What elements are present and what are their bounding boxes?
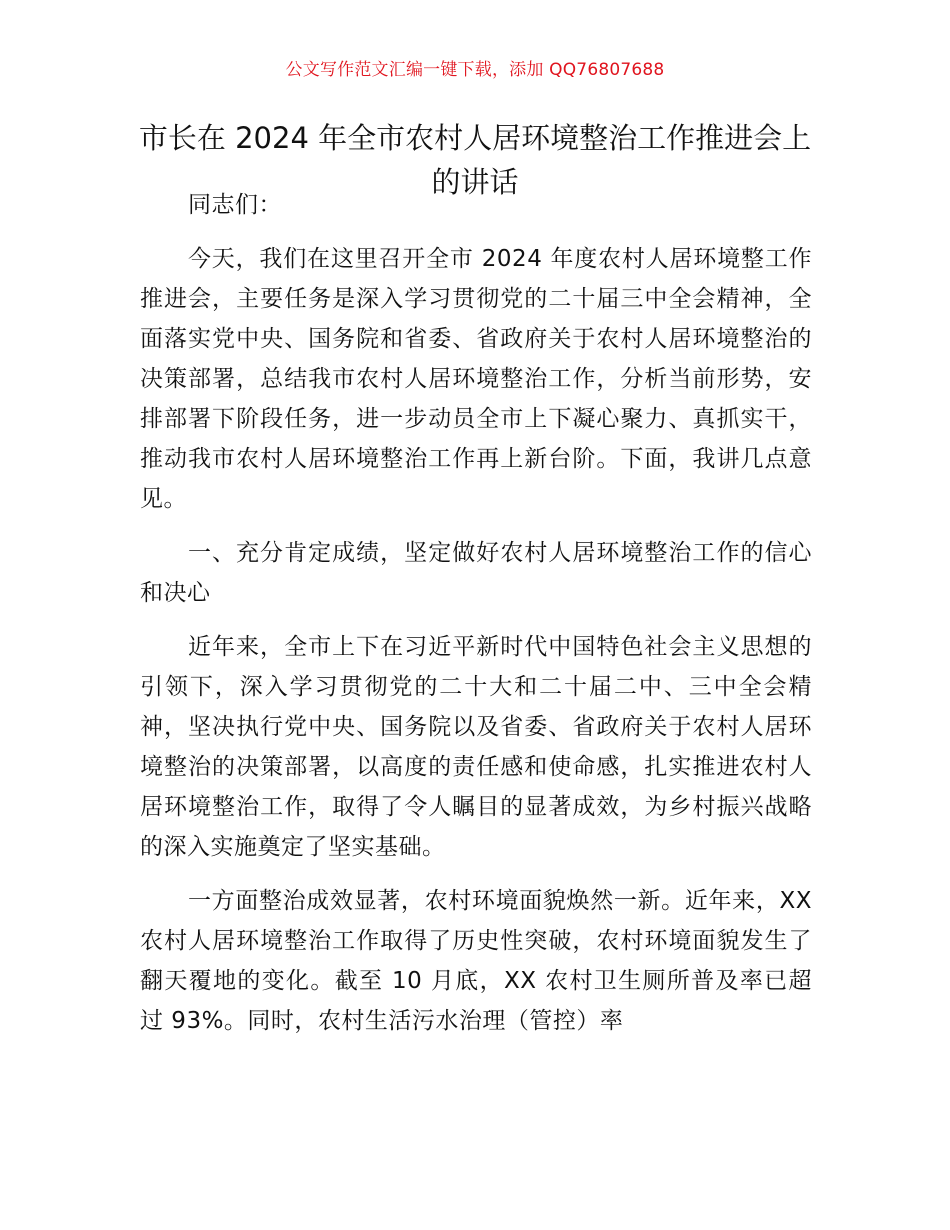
body-paragraph: 一方面整治成效显著，农村环境面貌焕然一新。近年来，XX 农村人居环境整治工作取得了历史性突破，农村环境面貌发生了翻天覆地的变化。截至 10 月底，XX 农村卫生厕所普及率已超过 93%。同时，农村生活污水治理（管控）率 bbox=[140, 888, 812, 1034]
document-body bbox=[140, 185, 812, 1055]
salutation: 同志们： bbox=[188, 192, 282, 218]
section-heading: 一、充分肯定成绩，坚定做好农村人居环境整治工作的信心和决心 bbox=[140, 540, 812, 606]
body-paragraph: 近年来，全市上下在习近平新时代中国特色社会主义思想的引领下，深入学习贯彻党的二十大和二十届二中、三中全会精神，坚决执行党中央、国务院以及省委、省政府关于农村人居环境整治的决策部署，以高度的责任感和使命感，扎实推进农村人居环境整治工作，取得了令人瞩目的显著成效，为乡村振兴战略的深入实施奠定了坚实基础。 bbox=[140, 634, 812, 860]
document-title: 市长在 2024 年全市农村人居环境整治工作推进会上的讲话 bbox=[138, 121, 812, 199]
header-download-note: 公文写作范文汇编一键下载，添加 QQ76807688 bbox=[285, 60, 665, 80]
body-paragraph: 今天，我们在这里召开全市 2024 年度农村人居环境整工作推进会，主要任务是深入学习贯彻党的二十届三中全会精神，全面落实党中央、国务院和省委、省政府关于农村人居环境整治的决策部署，总结我市农村人居环境整治工作，分析当前形势，安排部署下阶段任务，进一步动员全市上下凝心聚力、真抓实干，推动我市农村人居环境整治工作再上新台阶。下面，我讲几点意见。 bbox=[140, 246, 812, 512]
